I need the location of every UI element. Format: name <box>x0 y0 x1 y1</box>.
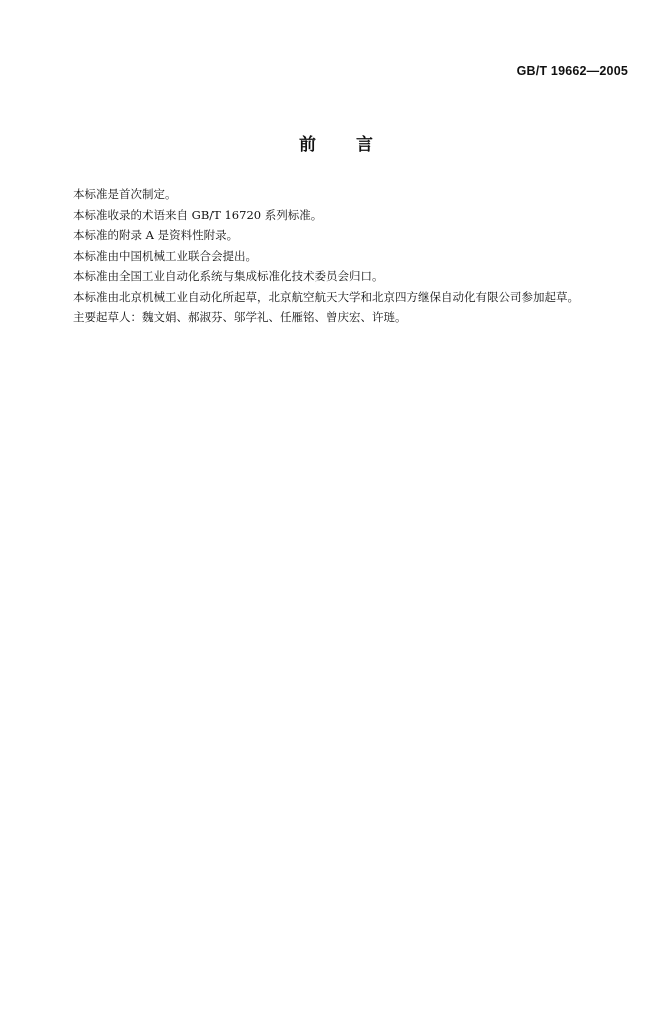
page-title <box>0 130 672 155</box>
title-char-2: 言 <box>356 135 373 155</box>
paragraph-drafting-org: 本标准由北京机械工业自动化所起草，北京航空航天大学和北京四方继保自动化有限公司参加起草。 <box>73 289 579 304</box>
title-char-1: 前 <box>299 135 316 155</box>
paragraph-term-source: 本标准收录的术语来自 GB/T 16720 系列标准。 <box>73 207 323 222</box>
standard-code: GB/T 19662—2005 <box>516 64 628 78</box>
paragraph-appendix: 本标准的附录 A 是资料性附录。 <box>73 228 239 242</box>
foreword-body <box>48 184 628 328</box>
paragraph-proposed-by: 本标准由中国机械工业联合会提出。 <box>73 248 257 263</box>
paragraph-first-edition: 本标准是首次制定。 <box>73 187 177 201</box>
paragraph-under-jurisdiction: 本标准由全国工业自动化系统与集成标准化技术委员会归口。 <box>73 269 384 283</box>
paragraph-drafters: 主要起草人：魏文娟、郝淑芬、邬学礼、任雁铭、曾庆宏、许琏。 <box>73 310 407 324</box>
